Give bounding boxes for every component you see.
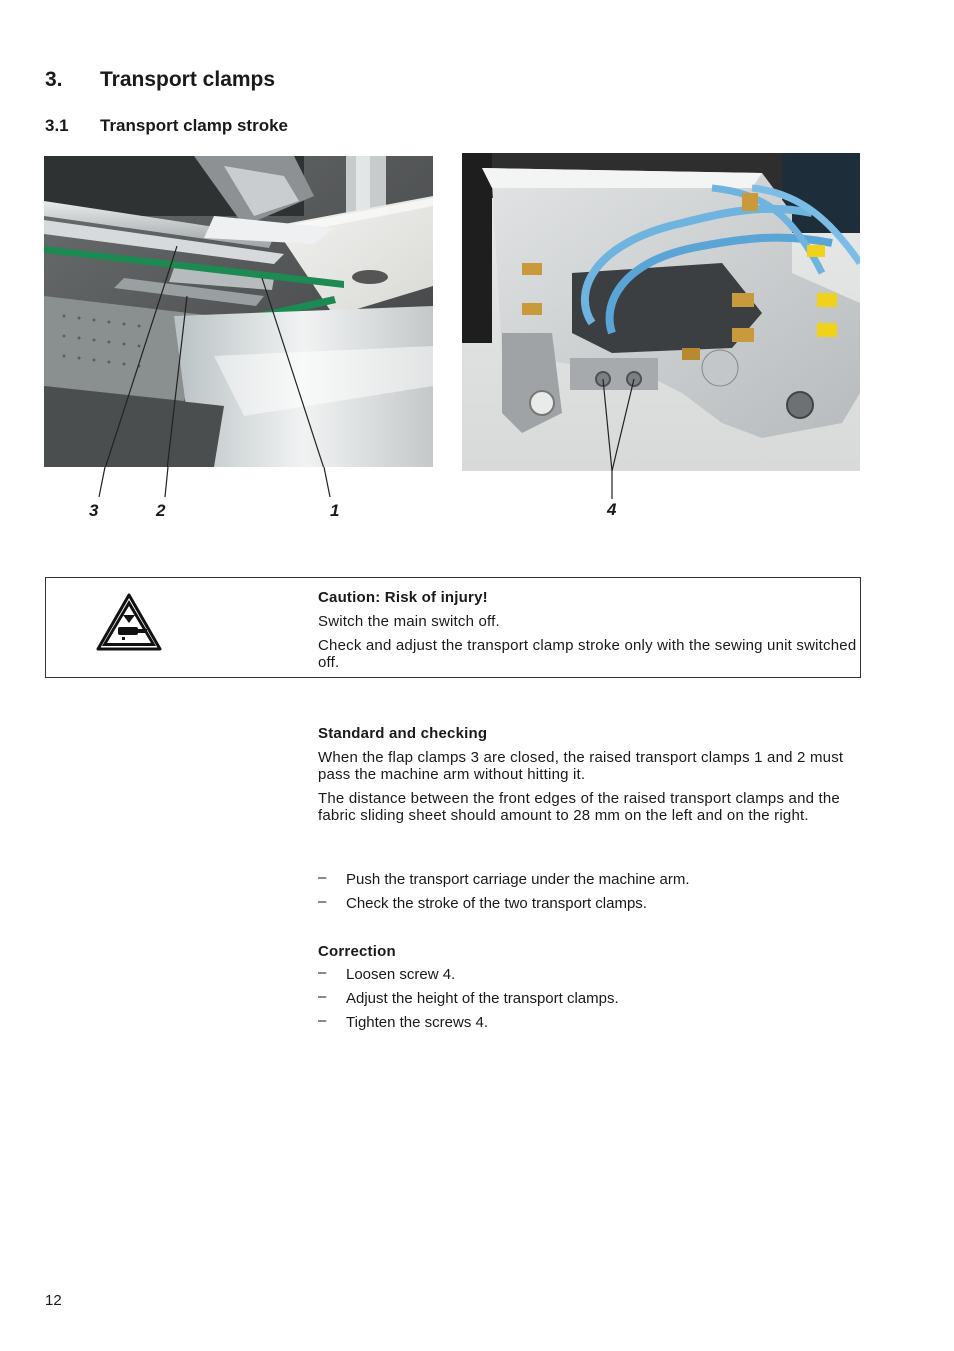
caution-line-1: Switch the main switch off.: [318, 613, 500, 630]
subsection-number: 3.1: [45, 116, 69, 135]
section-number: 3.: [45, 68, 63, 91]
page-number: 12: [45, 1292, 62, 1309]
list-dash: –: [318, 964, 327, 981]
standard-heading: Standard and checking: [318, 725, 488, 742]
standard-paragraph-1: When the flap clamps 3 are closed, the raised transport clamps 1 and 2 must pass the machine arm without hitting it.: [318, 749, 844, 783]
list-dash: –: [318, 893, 327, 910]
callout-label-4: 4: [607, 500, 617, 519]
callout-label-1: 1: [330, 501, 340, 520]
subsection-title: Transport clamp stroke: [100, 116, 289, 135]
photo-transport-clamps: [44, 156, 433, 467]
photo-clamp-adjustment-screws: [462, 153, 860, 471]
correction-heading: Correction: [318, 943, 396, 960]
step-text: Adjust the height of the transport clamps.: [346, 990, 619, 1007]
list-dash: –: [318, 1012, 327, 1029]
caution-line-2: Check and adjust the transport clamp stroke only with the sewing unit switched off.: [318, 637, 857, 671]
step-text: Check the stroke of the two transport clamps.: [346, 895, 647, 912]
step-text: Push the transport carriage under the machine arm.: [346, 871, 690, 888]
caution-title: Caution: Risk of injury!: [318, 589, 488, 606]
callout-lines-left: [44, 467, 344, 497]
list-dash: –: [318, 988, 327, 1005]
callout-lines-right: [600, 471, 640, 501]
standard-paragraph-2: The distance between the front edges of the raised transport clamps and the fabric sliding sheet should amount to 28 mm on the left and on the right.: [318, 790, 840, 824]
warning-hand-crush-icon: [96, 593, 162, 651]
callout-label-3: 3: [89, 501, 99, 520]
step-text: Loosen screw 4.: [346, 966, 456, 983]
list-dash: –: [318, 869, 327, 886]
callout-label-2: 2: [156, 501, 166, 520]
section-title: Transport clamps: [100, 68, 276, 91]
step-text: Tighten the screws 4.: [346, 1014, 489, 1031]
